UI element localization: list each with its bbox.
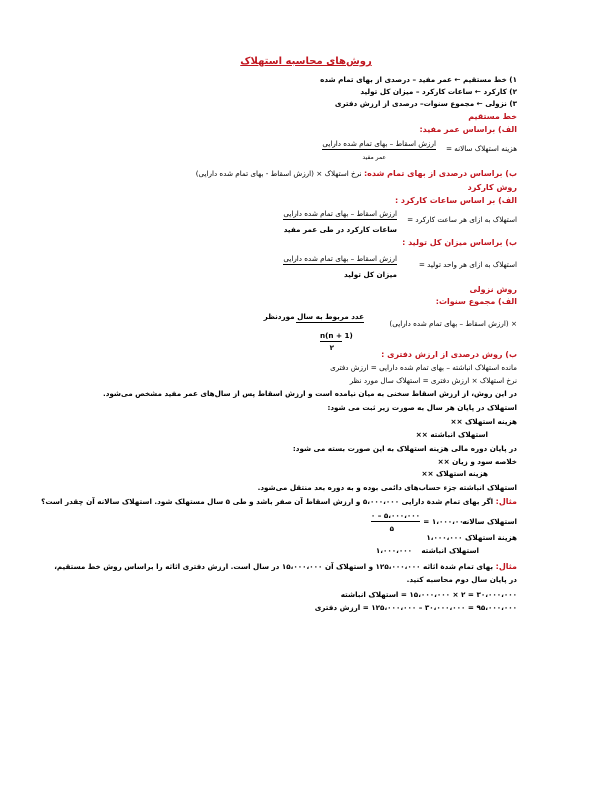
example-2-text: بهای تمام شدة اثاثه ۱۲۵،۰۰۰،۰۰۰ و استهلاک آن ۱۵،۰۰۰،۰۰۰ در سال است. ارزش دفتری اثاثه را براساس روش خط مستقیم، <box>54 562 494 571</box>
example-1-text: اگر بهای تمام شدة دارایی ۵،۰۰۰،۰۰۰ و ارزش اسقاط آن صفر باشد و طی ۵ سال مستهلک شود. استهلاک سالانه آن چقدر است؟ <box>41 497 494 506</box>
example-2-calc-1: ۳۰،۰۰۰،۰۰۰ = ۲ × ۱۵،۰۰۰،۰۰۰ = استهلاک انباشته <box>340 590 517 599</box>
example-2-label: مثال: <box>495 562 517 571</box>
usage-a-heading: الف) بر اساس ساعات کارکرد : <box>394 196 517 205</box>
example-2 <box>54 561 517 572</box>
example-1-calc-value: ۱،۰۰۰،۰۰۰ = <box>423 517 468 526</box>
annual-denominator: عمر مفید <box>362 154 386 161</box>
straight-b-heading: ب) براساس درصدی از بهای تمام شده: <box>363 169 517 178</box>
example-1-entry-1: هزینة استهلاک ۱،۰۰۰،۰۰۰ <box>426 533 517 542</box>
hour-label: استهلاک به ازای هر ساعت کارکرد = <box>407 215 517 224</box>
unit-denominator: میزان کل تولید <box>343 270 397 279</box>
usage-heading: روش کارکرد <box>467 183 517 192</box>
usage-b-heading: ب) براساس میزان کل تولید : <box>402 238 517 247</box>
record-line: استهلاک در پایان هر سال به صورت زیر ثبت می شود: <box>327 403 517 412</box>
soy-denominator-top: n(n + 1) <box>320 331 353 340</box>
dep-year-line: نرخ استهلاک × ارزش دفتری = استهلاک سال مورد نظر <box>349 376 517 385</box>
unit-numerator: ارزش اسقاط – بهای تمام شده دارایی <box>283 254 397 263</box>
hour-denominator: ساعات کارکرد در طی عمر مفید <box>283 225 397 234</box>
example-2-text-2: در پایان سال دوم محاسبه کنید. <box>406 575 517 584</box>
method-1: ۱) خط مستقیم ← عمر مفید – درصدی از بهای تمام شده <box>320 75 517 84</box>
journal-income-summary: خلاصه سود و زیان ×× <box>437 457 517 466</box>
method-3: ۳) نزولی ← مجموع سنوات– درصدی از ارزش دفتری <box>334 99 517 108</box>
example-2-calc-2: ۹۵،۰۰۰،۰۰۰ = ۳۰،۰۰۰،۰۰۰ – ۱۲۵،۰۰۰،۰۰۰ = ارزش دفتری <box>314 603 517 612</box>
journal-dep-expense-2: هزینه استهلاک ×× <box>421 469 488 478</box>
example-1-calc-label: استهلاک سالانه <box>462 517 517 526</box>
book-value-line: مانده استهلاک انباشته – بهای تمام شده دارایی = ارزش دفتری <box>330 363 517 372</box>
example-1 <box>41 496 517 507</box>
example-1-label: مثال: <box>495 497 517 506</box>
declining-b-heading: ب) روش درصدی از ارزش دفتری : <box>381 350 517 359</box>
soy-numerator: عدد مربوط به سال موردنظر <box>263 312 364 321</box>
hour-numerator: ارزش اسقاط – بهای تمام شده دارایی <box>283 209 397 218</box>
unit-label: استهلاک به ازای هر واحد تولید = <box>418 260 517 269</box>
declining-heading: روش نزولی <box>469 285 517 294</box>
note-line: در این روش، از ارزش اسقاط سخنی به میان نیامده است و ارزش اسقاط پس از سال‌های عمر مفید مشخص می‌شود. <box>102 389 517 398</box>
journal-dep-expense: هزینه استهلاک ×× <box>450 417 517 426</box>
annual-numerator: ارزش اسقاط – بهای تمام شده دارایی <box>322 139 436 148</box>
straight-b-formula: نرخ استهلاک × (ارزش اسقاط - بهای تمام شده دارایی) <box>195 169 362 178</box>
soy-tail: × (ارزش اسقاط – بهای تمام شده دارایی) <box>389 319 517 328</box>
straight-a-heading: الف) براساس عمر مفید: <box>419 125 517 134</box>
closing-line: در پایان دوره مالی هزینه استهلاک به این صورت بسته می شود: <box>292 444 517 453</box>
declining-a-heading: الف) مجموع سنوات: <box>435 297 517 306</box>
example-1-frac-den: ۵ <box>389 524 394 533</box>
page-title: روش‌های محاسبه استهلاک <box>240 56 372 67</box>
soy-denominator-bottom: ۲ <box>329 343 334 352</box>
journal-accum-dep: استهلاک انباشته ×× <box>415 430 488 439</box>
example-1-frac-num: ۵،۰۰۰،۰۰۰ – ۰ <box>370 511 420 520</box>
annual-label: هزینه استهلاک سالانه = <box>445 144 517 153</box>
method-2: ۲) کارکرد ← ساعات کارکرد – میزان کل تولید <box>360 87 517 96</box>
straight-heading: خط مستقیم <box>468 112 517 121</box>
example-1-entry-2: استهلاک انباشته <box>421 546 479 555</box>
permanent-note: استهلاک انباشته جزء حساب‌های دائمی بوده و به دوره بعد منتقل می‌شود. <box>257 483 517 492</box>
example-1-entry-2-value: ۱،۰۰۰،۰۰۰ <box>375 546 412 555</box>
straight-b-line <box>196 168 517 179</box>
